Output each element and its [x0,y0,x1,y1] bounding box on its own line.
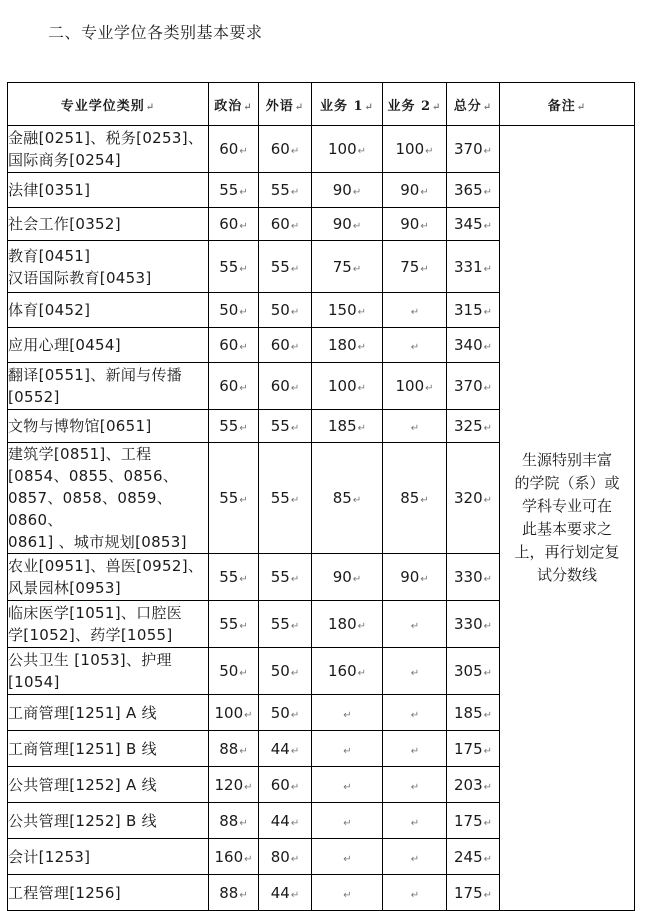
subject2-value: 90 [400,181,420,199]
politics-cell: 60↵ [209,363,259,410]
category-cell: 金融[0251]、税务[0253]、 国际商务[0254] [8,126,209,173]
foreign-cell: 60↵ [259,126,312,173]
politics-value: 55 [219,181,239,199]
subject1-cell: ↵ [312,695,383,731]
foreign-cell: 55↵ [259,554,312,601]
subject2-cell: ↵ [383,875,447,911]
header-subject2: 业务 2↵ [383,83,447,126]
subject1-cell: 180↵ [312,328,383,363]
subject2-value: 100 [395,140,425,158]
foreign-value: 60 [270,336,290,354]
subject2-cell: 90↵ [383,554,447,601]
subject2-cell: ↵ [383,648,447,695]
foreign-cell: 55↵ [259,173,312,208]
foreign-value: 55 [270,568,290,586]
subject2-cell: ↵ [383,839,447,875]
category-cell: 公共管理[1252] B 线 [8,803,209,839]
header-total: 总分↵ [447,83,500,126]
politics-cell: 50↵ [209,293,259,328]
header-category: 专业学位类别↵ [8,83,209,126]
subject1-cell: 85↵ [312,443,383,554]
foreign-cell: 44↵ [259,803,312,839]
subject1-value: 90 [332,181,352,199]
subject1-cell: 75↵ [312,241,383,293]
foreign-cell: 60↵ [259,767,312,803]
subject1-cell: 90↵ [312,554,383,601]
section-heading: 二、专业学位各类别基本要求 [48,23,263,42]
total-cell: 330↵ [447,601,500,648]
total-cell: 245↵ [447,839,500,875]
total-cell: 185↵ [447,695,500,731]
subject1-value: 90 [332,215,352,233]
politics-cell: 55↵ [209,601,259,648]
politics-value: 60 [219,336,239,354]
category-cell: 公共卫生 [1053]、护理 [1054] [8,648,209,695]
category-cell: 农业[0951]、兽医[0952]、 风景园林[0953] [8,554,209,601]
subject2-cell: ↵ [383,731,447,767]
politics-value: 50 [219,662,239,680]
subject2-cell: ↵ [383,601,447,648]
politics-value: 120 [214,775,244,794]
foreign-value: 60 [270,215,290,233]
foreign-value: 44 [270,811,290,830]
foreign-value: 55 [270,615,290,633]
header-subject1: 业务 1↵ [312,83,383,126]
total-value: 305 [453,662,483,680]
total-value: 203 [453,775,483,794]
politics-cell: 88↵ [209,875,259,911]
foreign-cell: 44↵ [259,731,312,767]
foreign-cell: 80↵ [259,839,312,875]
foreign-value: 50 [270,662,290,680]
header-politics: 政治↵ [209,83,259,126]
subject1-cell: 100↵ [312,126,383,173]
subject2-cell: ↵ [383,410,447,443]
total-cell: 365↵ [447,173,500,208]
total-value: 175 [453,883,483,902]
subject1-cell: 160↵ [312,648,383,695]
category-cell: 社会工作[0352] [8,208,209,241]
category-cell: 公共管理[1252] A 线 [8,767,209,803]
foreign-cell: 55↵ [259,443,312,554]
table-header-row [8,83,635,126]
total-value: 315 [453,301,483,319]
subject1-cell: ↵ [312,731,383,767]
politics-value: 55 [219,615,239,633]
subject2-cell: ↵ [383,803,447,839]
politics-value: 55 [219,489,239,507]
subject1-value: 150 [327,301,357,319]
total-cell: 345↵ [447,208,500,241]
total-value: 325 [453,417,483,435]
category-cell: 会计[1253] [8,839,209,875]
total-cell: 175↵ [447,731,500,767]
foreign-value: 55 [270,257,290,276]
politics-cell: 60↵ [209,126,259,173]
total-cell: 175↵ [447,803,500,839]
total-value: 175 [453,811,483,830]
total-cell: 175↵ [447,875,500,911]
politics-value: 160 [214,847,244,866]
total-value: 345 [453,215,483,233]
politics-cell: 55↵ [209,554,259,601]
total-value: 330 [453,615,483,633]
category-cell: 工商管理[1251] B 线 [8,731,209,767]
politics-value: 60 [219,215,239,233]
subject2-cell: 90↵ [383,173,447,208]
category-cell: 工程管理[1256] [8,875,209,911]
category-cell: 工商管理[1251] A 线 [8,695,209,731]
subject1-cell: 180↵ [312,601,383,648]
total-cell: 370↵ [447,363,500,410]
foreign-cell: 50↵ [259,293,312,328]
subject1-value: 100 [327,140,357,158]
foreign-cell: 55↵ [259,241,312,293]
subject2-cell: 100↵ [383,363,447,410]
category-cell: 教育[0451] 汉语国际教育[0453] [8,241,209,293]
header-foreign: 外语↵ [259,83,312,126]
total-value: 365 [453,181,483,199]
foreign-cell: 50↵ [259,648,312,695]
subject1-cell: ↵ [312,875,383,911]
foreign-value: 44 [270,739,290,758]
foreign-value: 60 [270,377,290,395]
subject1-value: 85 [332,489,352,507]
total-value: 245 [453,847,483,866]
politics-cell: 88↵ [209,731,259,767]
subject2-cell: ↵ [383,767,447,803]
politics-cell: 55↵ [209,173,259,208]
subject2-cell: 90↵ [383,208,447,241]
total-value: 370 [453,377,483,395]
total-cell: 325↵ [447,410,500,443]
politics-cell: 160↵ [209,839,259,875]
politics-value: 88 [219,883,239,902]
subject1-value: 100 [327,377,357,395]
subject1-cell: ↵ [312,767,383,803]
foreign-cell: 60↵ [259,328,312,363]
foreign-value: 50 [270,301,290,319]
subject2-value: 100 [395,377,425,395]
foreign-value: 80 [270,847,290,866]
total-cell: 315↵ [447,293,500,328]
total-value: 175 [453,739,483,758]
subject1-cell: 90↵ [312,208,383,241]
foreign-value: 55 [270,181,290,199]
total-cell: 331↵ [447,241,500,293]
subject2-cell: ↵ [383,293,447,328]
subject2-cell: 100↵ [383,126,447,173]
remark-cell: 生源特别丰富 的学院（系）或 学科专业可在 此基本要求之 上，再行划定复 试分数线 [500,126,635,911]
category-cell: 建筑学[0851]、工程 [0854、0855、0856、 0857、0858、0859、0860、 0861] 、城市规划[0853] [8,443,209,554]
politics-cell: 60↵ [209,208,259,241]
table-row [8,126,635,173]
total-value: 340 [453,336,483,354]
politics-cell: 50↵ [209,648,259,695]
politics-value: 88 [219,739,239,758]
total-cell: 370↵ [447,126,500,173]
total-cell: 203↵ [447,767,500,803]
foreign-value: 55 [270,417,290,435]
foreign-cell: 55↵ [259,601,312,648]
foreign-value: 60 [270,775,290,794]
foreign-value: 44 [270,883,290,902]
foreign-cell: 60↵ [259,363,312,410]
requirements-table [7,82,635,911]
politics-cell: 55↵ [209,241,259,293]
subject2-cell: ↵ [383,328,447,363]
politics-value: 55 [219,257,239,276]
foreign-cell: 60↵ [259,208,312,241]
politics-cell: 100↵ [209,695,259,731]
subject1-cell: ↵ [312,839,383,875]
category-cell: 文物与博物馆[0651] [8,410,209,443]
politics-cell: 55↵ [209,443,259,554]
politics-value: 100 [214,703,244,722]
header-remark: 备注↵ [500,83,635,126]
category-cell: 应用心理[0454] [8,328,209,363]
politics-value: 60 [219,377,239,395]
subject1-value: 185 [327,417,357,435]
total-value: 330 [453,568,483,586]
total-value: 185 [453,703,483,722]
category-cell: 体育[0452] [8,293,209,328]
subject2-cell: 85↵ [383,443,447,554]
subject1-cell: 100↵ [312,363,383,410]
subject2-value: 90 [400,215,420,233]
total-cell: 305↵ [447,648,500,695]
subject2-cell: 75↵ [383,241,447,293]
total-value: 331 [453,257,483,276]
politics-value: 55 [219,568,239,586]
foreign-cell: 44↵ [259,875,312,911]
category-cell: 翻译[0551]、新闻与传播 [0552] [8,363,209,410]
foreign-cell: 55↵ [259,410,312,443]
subject1-value: 160 [327,662,357,680]
politics-cell: 88↵ [209,803,259,839]
subject1-value: 180 [327,336,357,354]
category-cell: 法律[0351] [8,173,209,208]
subject2-value: 90 [400,568,420,586]
subject1-cell: ↵ [312,803,383,839]
total-value: 320 [453,489,483,507]
subject2-cell: ↵ [383,695,447,731]
total-cell: 330↵ [447,554,500,601]
subject1-value: 90 [332,568,352,586]
politics-cell: 60↵ [209,328,259,363]
table-body [8,126,635,911]
subject1-value: 75 [332,257,352,276]
subject1-value: 180 [327,615,357,633]
politics-value: 50 [219,301,239,319]
foreign-cell: 50↵ [259,695,312,731]
subject1-cell: 185↵ [312,410,383,443]
foreign-value: 50 [270,703,290,722]
total-cell: 320↵ [447,443,500,554]
subject1-cell: 150↵ [312,293,383,328]
politics-value: 55 [219,417,239,435]
politics-value: 60 [219,140,239,158]
total-value: 370 [453,140,483,158]
subject1-cell: 90↵ [312,173,383,208]
subject2-value: 75 [400,257,420,276]
foreign-value: 55 [270,489,290,507]
politics-value: 88 [219,811,239,830]
total-cell: 340↵ [447,328,500,363]
politics-cell: 120↵ [209,767,259,803]
politics-cell: 55↵ [209,410,259,443]
subject2-value: 85 [400,489,420,507]
category-cell: 临床医学[1051]、口腔医 学[1052]、药学[1055] [8,601,209,648]
foreign-value: 60 [270,140,290,158]
